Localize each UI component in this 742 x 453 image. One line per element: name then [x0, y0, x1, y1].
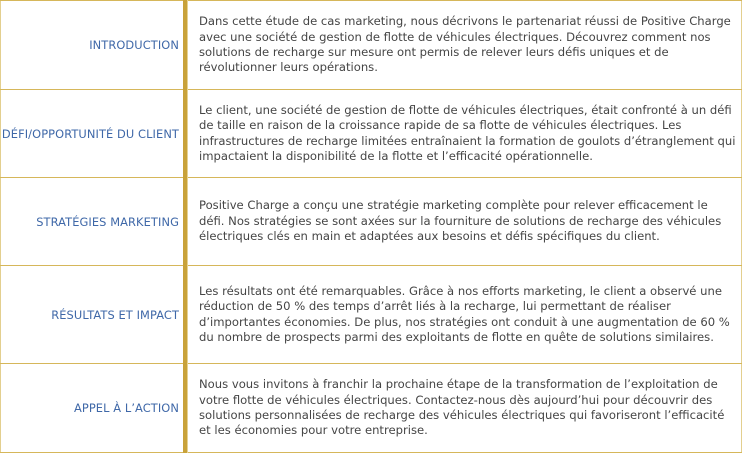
section-label-call-to-action: APPEL À L’ACTION [73, 401, 179, 415]
section-label-client-challenge: DÉFI/OPPORTUNITÉ DU CLIENT [1, 126, 179, 141]
section-label-marketing-strategies: STRATÉGIES MARKETING [36, 214, 179, 229]
section-text-results-impact: Les résultats ont été remarquables. Grâce à nos efforts marketing, le client a observé une réduction de 50 % des temps d’arrêt liés à la recharge, lui permettant de réaliser d’importantes économies. De plus, nos stratégies ont conduit à une augmentation de 60 % du nombre de prospects parmi des exploitants de flotte en quête de solutions similaires. [199, 283, 730, 344]
section-text-call-to-action: Nous vous invitons à franchir la prochaine étape de la transformation de l’exploitation de votre flotte de véhicules électriques. Contactez-nous dès aujourd’hui pour découvrir des solutions personnalisées de recharge des véhicules électriques qui favoriseront l’efficacité et les économies pour votre entreprise. [199, 377, 725, 438]
table-row-client-challenge [0, 90, 742, 177]
section-text-marketing-strategies: Positive Charge a conçu une stratégie marketing complète pour relever efficacement le défi. Nos stratégies se sont axées sur la fourniture de solutions de recharge des véhicules électriques clés en main et adaptées aux besoins et défis spécifiques du client. [199, 198, 722, 244]
section-text-client-challenge: Le client, une société de gestion de flotte de véhicules électriques, était confronté à un défi de taille en raison de la croissance rapide de sa flotte de véhicules électriques. Les infrastructures de recharge limitées entraînaient la formation de goulots d’étranglement qui impactaient la disponibilité de la flotte et l’efficacité opérationnelle. [199, 102, 736, 163]
table-row-introduction [0, 1, 742, 89]
table-row-marketing-strategies [0, 178, 742, 265]
table-row-results-impact [0, 266, 742, 363]
section-text-introduction: Dans cette étude de cas marketing, nous décrivons le partenariat réussi de Positive Charge avec une société de gestion de flotte de véhicules électriques. Découvrez comment nos solutions de recharge sur mesure ont permis de relever leurs défis uniques et de révolutionner leurs opérations. [199, 14, 731, 75]
section-label-introduction: INTRODUCTION [89, 38, 179, 52]
section-label-results-impact: RÉSULTATS ET IMPACT [51, 307, 179, 322]
table-row-call-to-action [0, 364, 742, 452]
column-divider-thin [187, 0, 188, 453]
